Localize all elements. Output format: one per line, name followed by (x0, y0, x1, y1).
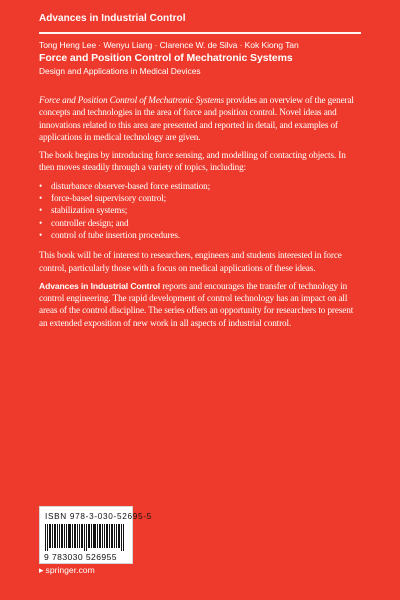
topic-label: control of tube insertion procedures. (51, 229, 180, 240)
right-arrow-icon: ▸ (39, 564, 44, 575)
series-name-inline: Advances in Industrial Control (39, 280, 161, 291)
series-name: Advances in Industrial Control (39, 13, 186, 24)
isbn-barcode-box (39, 506, 152, 564)
topics-intro-paragraph: The book begins by introducing force sensing, and modelling of contacting objects. In then moves steadily through a variety of topics, including: (39, 150, 346, 173)
bullet-icon: • (39, 229, 43, 240)
publisher-link[interactable] (39, 565, 95, 575)
isbn-text: ISBN 978-3-030-52695-5 (45, 512, 152, 521)
intro-rest-text: provides an overview of the general concepts and technologies in the area of force and position control. Novel ideas and innovations related to this area are presented and reported in detail, and examples of applications in medical technology are given. (39, 95, 354, 142)
barcode-number: 9 783030 526955 (44, 552, 117, 562)
topic-list-item (39, 192, 361, 204)
topic-list-item (39, 229, 361, 241)
bullet-icon: • (39, 180, 43, 191)
book-subtitle: Design and Applications in Medical Devices (39, 66, 201, 76)
publisher-url[interactable]: springer.com (45, 565, 95, 575)
intro-title-italic: Force and Position Control of Mechatronic Systems (39, 95, 224, 105)
barcode-icon (44, 524, 128, 551)
bullet-icon: • (39, 205, 43, 216)
bullet-icon: • (39, 193, 43, 204)
bullet-icon: • (39, 217, 43, 228)
authors: Tong Heng Lee · Wenyu Liang · Clarence W. de Silva · Kok Kiong Tan (39, 40, 299, 50)
intro-paragraph (39, 94, 361, 143)
topics-list (39, 180, 361, 241)
book-title: Force and Position Control of Mechatronic Systems (39, 52, 293, 64)
topic-list-item (39, 204, 361, 216)
topic-label: stabilization systems; (51, 205, 128, 216)
audience-paragraph: This book will be of interest to researchers, engineers and students interested in force control, particularly those with a focus on medical applications of these ideas. (39, 250, 342, 273)
topic-label: disturbance observer-based force estimation; (51, 180, 211, 191)
top-divider (39, 32, 361, 34)
topic-label: controller design; and (51, 217, 129, 228)
series-paragraph (39, 280, 361, 329)
series-paragraph-text: reports and encourages the transfer of technology in control engineering. The rapid development of control technology has an impact on all areas of the control discipline. The series offers an opportunity for researchers to present an extended exposition of new work in all aspects of industrial control. (39, 280, 354, 328)
topic-label: force-based supervisory control; (51, 193, 167, 204)
book-description (39, 94, 361, 335)
topic-list-item (39, 217, 361, 229)
topic-list-item (39, 180, 361, 192)
